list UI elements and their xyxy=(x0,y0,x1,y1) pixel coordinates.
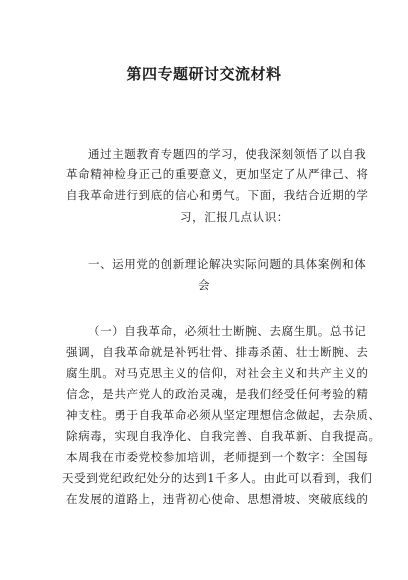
intro-line-3: 自我革命进行到底的信心和勇气。下面，我结合近期的学 xyxy=(66,188,369,202)
intro-line-4: 习，汇报几点认识： xyxy=(180,210,289,224)
intro-line-1: 通过主题教育专题四的学习，使我深刻领悟了以自我 xyxy=(88,147,367,161)
section-heading-line-2: 会 xyxy=(198,278,211,292)
body-line-2: 强调，自我革命就是补钙壮骨、排毒杀菌、壮士断腕、去 xyxy=(66,345,369,359)
body-line-7: 本周我在市委党校参加培训，老师提到一个数字：全国每 xyxy=(66,450,369,464)
section-heading-line-1: 一、运用党的创新理论解决实际问题的具体案例和体 xyxy=(88,257,367,271)
body-line-9: 在发展的道路上，违背初心使命、思想滑坡、突破底线的 xyxy=(66,492,369,506)
body-line-3: 腐生肌。对马克思主义的信仰，对社会主义和共产主义的 xyxy=(66,366,369,380)
intro-line-2: 革命精神检身正己的重要意义，更加坚定了从严律己、将 xyxy=(66,167,369,181)
body-line-6: 除病毒，实现自我净化、自我完善、自我革新、自我提高。 xyxy=(66,429,381,443)
body-line-8: 天受到党纪政纪处分的达到1千多人。由此可以看到，我们 xyxy=(62,471,373,485)
document-title: 第四专题研讨交流材料 xyxy=(126,65,282,83)
body-line-4: 信念，是共产党人的政治灵魂，是我们经受任何考验的精 xyxy=(66,387,369,401)
body-line-5: 神支柱。勇于自我革命必须从坚定理想信念做起，去杂质、 xyxy=(66,408,381,422)
body-line-1: （一）自我革命，必须壮士断腕、去腐生肌。总书记 xyxy=(88,324,367,338)
